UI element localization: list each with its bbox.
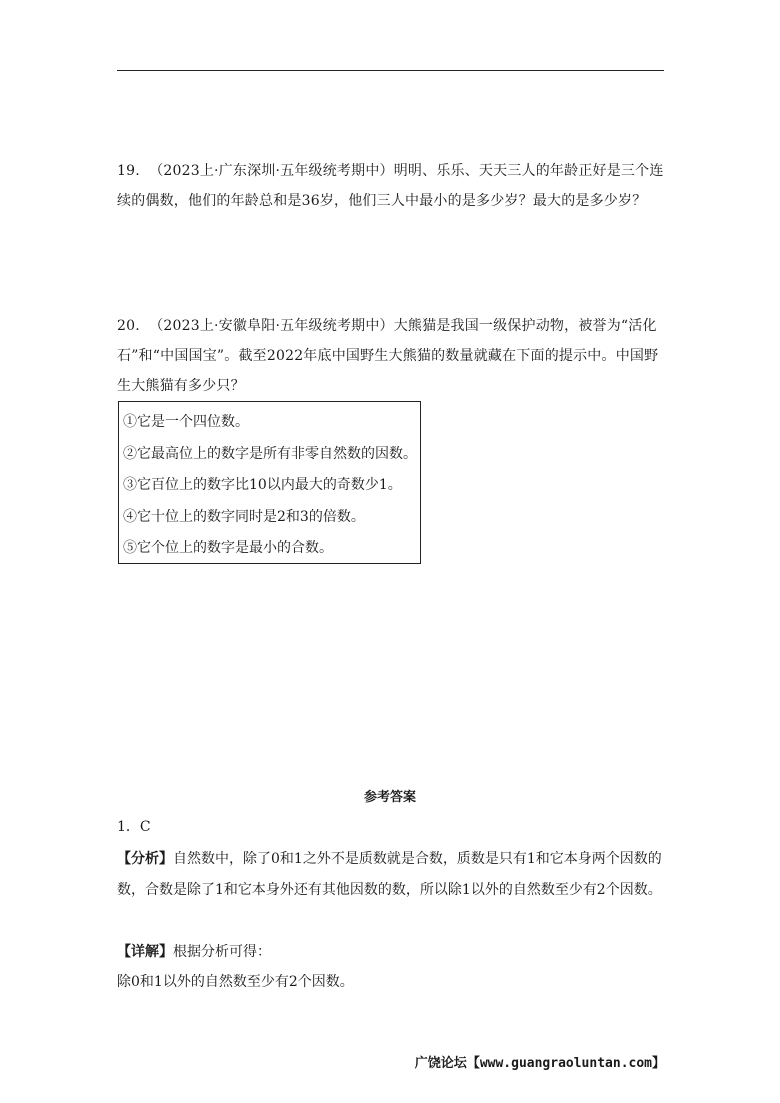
question-20 bbox=[117, 311, 665, 401]
hint-line-2: ②它最高位上的数字是所有非零自然数的因数。 bbox=[123, 445, 417, 462]
answer-1-analysis bbox=[117, 844, 665, 906]
hint-line-4: ④它十位上的数字同时是2和3的倍数。 bbox=[123, 508, 365, 525]
hint-line-1: ①它是一个四位数。 bbox=[123, 414, 249, 430]
question-19-number: 19. bbox=[117, 163, 140, 179]
footer-site-name: 广饶论坛 bbox=[414, 1056, 467, 1071]
hint-line-3: ③它百位上的数字比10以内最大的奇数少1。 bbox=[123, 477, 402, 493]
question-20-source: （2023上·安徽阜阳·五年级统考期中） bbox=[149, 318, 394, 334]
analysis-text: 自然数中，除了0和1之外不是质数就是合数，质数是只有1和它本身两个因数的数，合数是除了1和它本身外还有其他因数的数，所以除1以外的自然数至少有2个因数。 bbox=[117, 851, 662, 898]
question-20-text: 大熊猫是我国一级保护动物，被誉为“活化石”和“中国国宝”。截至2022年底中国野生大熊猫的数量就藏在下面的提示中。中国野生大熊猫有多少只？ bbox=[117, 318, 659, 394]
footer-url: 【www.guangraoluntan.com】 bbox=[466, 1056, 665, 1071]
detail-text: 根据分析可得： bbox=[173, 944, 271, 960]
question-19 bbox=[117, 156, 665, 216]
detail-tag: 【详解】 bbox=[117, 944, 173, 960]
answer-1-conclusion: 除0和1以外的自然数至少有2个因数。 bbox=[117, 974, 354, 990]
analysis-tag: 【分析】 bbox=[117, 851, 173, 867]
question-19-source: （2023上·广东深圳·五年级统考期中） bbox=[149, 163, 394, 179]
footer bbox=[415, 1052, 665, 1071]
header-rule bbox=[117, 70, 664, 71]
question-20-number: 20. bbox=[117, 318, 140, 334]
question-19-text: 明明、乐乐、天天三人的年龄正好是三个连续的偶数，他们的年龄总和是36岁，他们三人中最小的是多少岁？最大的是多少岁？ bbox=[117, 163, 664, 209]
answer-1-label: 1．C bbox=[117, 819, 151, 835]
answer-title: 参考答案 bbox=[363, 790, 416, 805]
answer-1-detail bbox=[117, 937, 665, 968]
hint-line-5: ⑤它个位上的数字是最小的合数。 bbox=[123, 540, 333, 556]
hint-box bbox=[118, 401, 421, 564]
